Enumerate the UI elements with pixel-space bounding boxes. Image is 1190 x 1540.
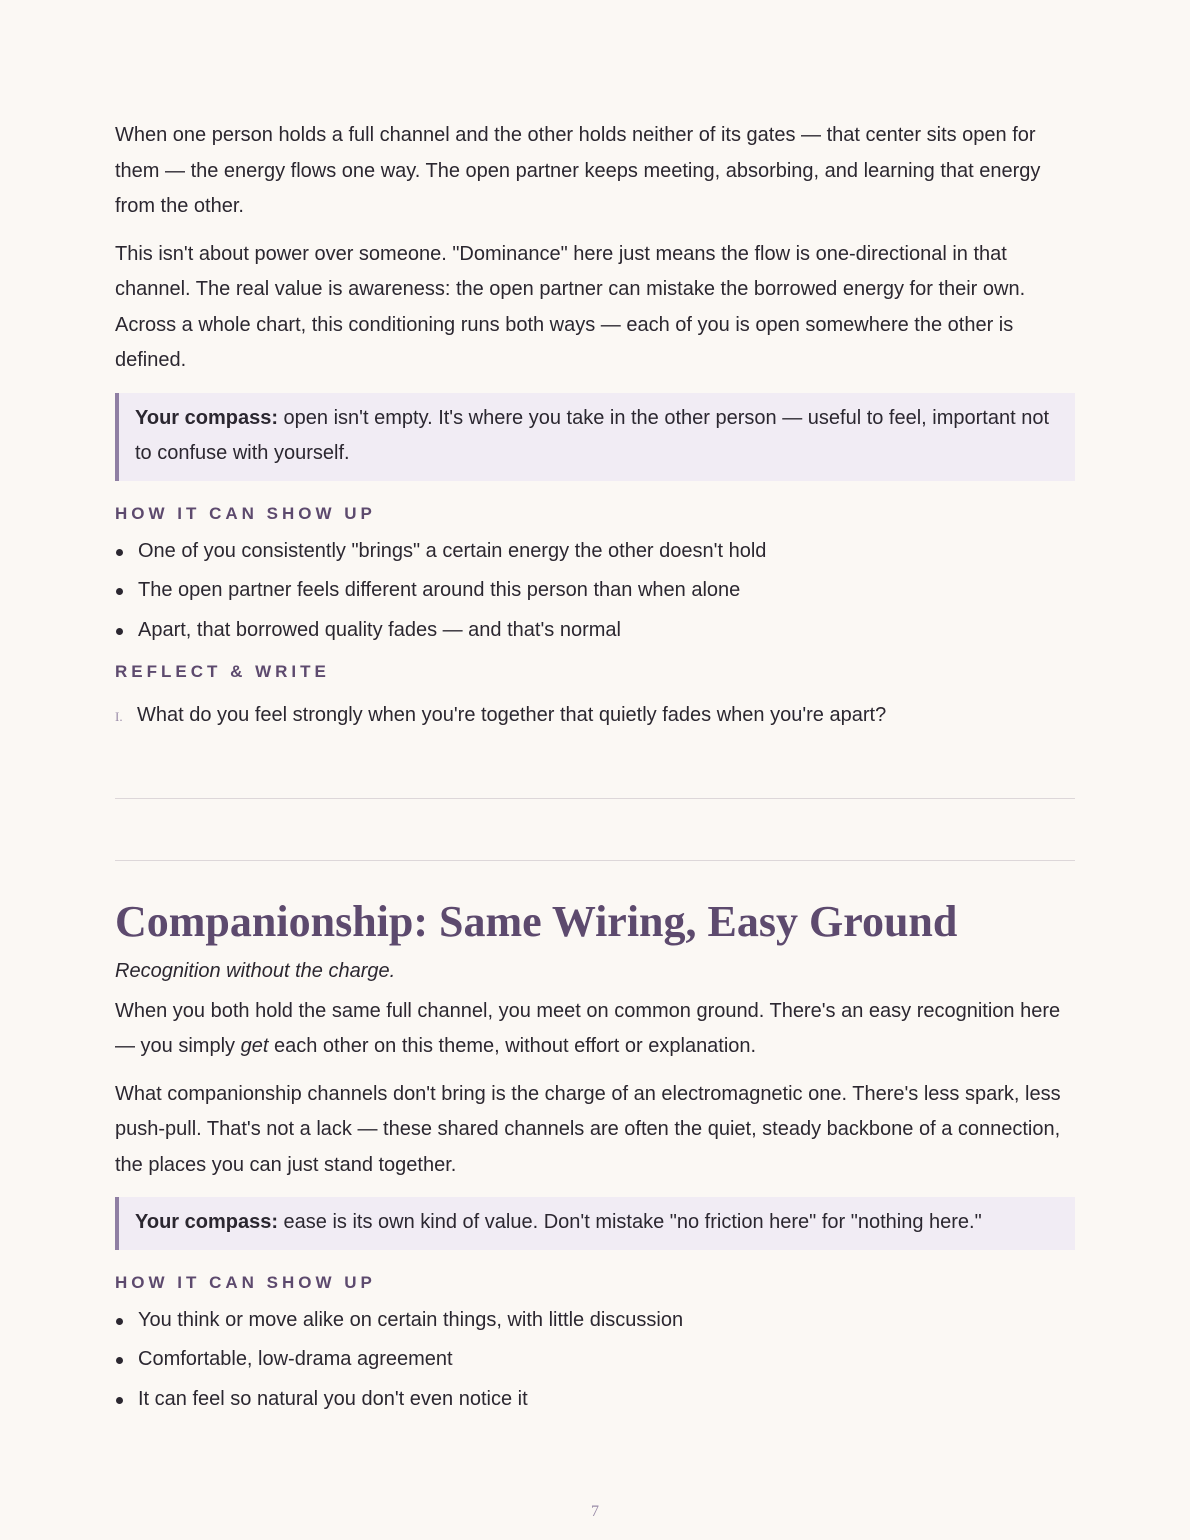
question-item <box>115 703 1075 729</box>
list-item: Comfortable, low-drama agreement <box>115 1348 1075 1371</box>
list-item: The open partner feels different around this person than when alone <box>115 579 1075 602</box>
page-content <box>115 118 1075 1427</box>
body-paragraph: When you both hold the same full channel, you meet on common ground. There's an easy recognition here — you simply get each other on this theme, without effort or explanation. <box>115 999 1061 1057</box>
body-paragraph: What companionship channels don't bring is the charge of an electromagnetic one. There's less spark, less push-pull. That's not a lack — these shared channels are often the quiet, steady backbone of a connection, the places you can just stand together. <box>115 1082 1061 1176</box>
emphasis: get <box>240 1035 269 1057</box>
section-title: Companionship: Same Wiring, Easy Ground <box>115 896 958 946</box>
compass-text: ease is its own kind of value. Don't mistake "no friction here" for "nothing here." <box>278 1211 982 1233</box>
body-paragraph: When one person holds a full channel and the other holds neither of its gates — that center sits open for them — the energy flows one way. The open partner keeps meeting, absorbing, and learning that energy from the other. <box>115 124 1041 217</box>
list-item: One of you consistently "brings" a certain energy the other doesn't hold <box>115 540 1075 563</box>
list-item: You think or move alike on certain things, with little discussion <box>115 1309 1075 1332</box>
compass-callout <box>115 393 1075 481</box>
compass-callout <box>115 1197 1075 1250</box>
section-divider <box>115 860 1075 861</box>
body-paragraph: This isn't about power over someone. "Dominance" here just means the flow is one-directional in that channel. The real value is awareness: the open partner can mistake the borrowed energy for their own. Across a whole chart, this conditioning runs both ways — each of you is open somewhere the other is defined. <box>115 242 1026 371</box>
question-number: I. <box>115 708 123 724</box>
show-up-list <box>115 540 1075 642</box>
compass-label: Your compass: <box>135 406 278 429</box>
section-subtitle: Recognition without the charge. <box>115 959 396 982</box>
compass-text: open isn't empty. It's where you take in the other person — useful to feel, important not to confuse with yourself. <box>135 406 1050 464</box>
compass-label: Your compass: <box>135 1211 278 1233</box>
list-item: It can feel so natural you don't even notice it <box>115 1388 1075 1411</box>
section-kicker-show-up: HOW IT CAN SHOW UP <box>115 503 376 523</box>
section-divider <box>115 798 1075 799</box>
reflect-list <box>115 703 1075 729</box>
page-number: 7 <box>591 1503 599 1520</box>
section-kicker-reflect: REFLECT & WRITE <box>115 661 330 681</box>
show-up-list <box>115 1309 1075 1411</box>
question-text: What do you feel strongly when you're together that quietly fades when you're apart? <box>137 703 887 726</box>
list-item: Apart, that borrowed quality fades — and that's normal <box>115 619 1075 642</box>
section-kicker-show-up: HOW IT CAN SHOW UP <box>115 1272 376 1292</box>
